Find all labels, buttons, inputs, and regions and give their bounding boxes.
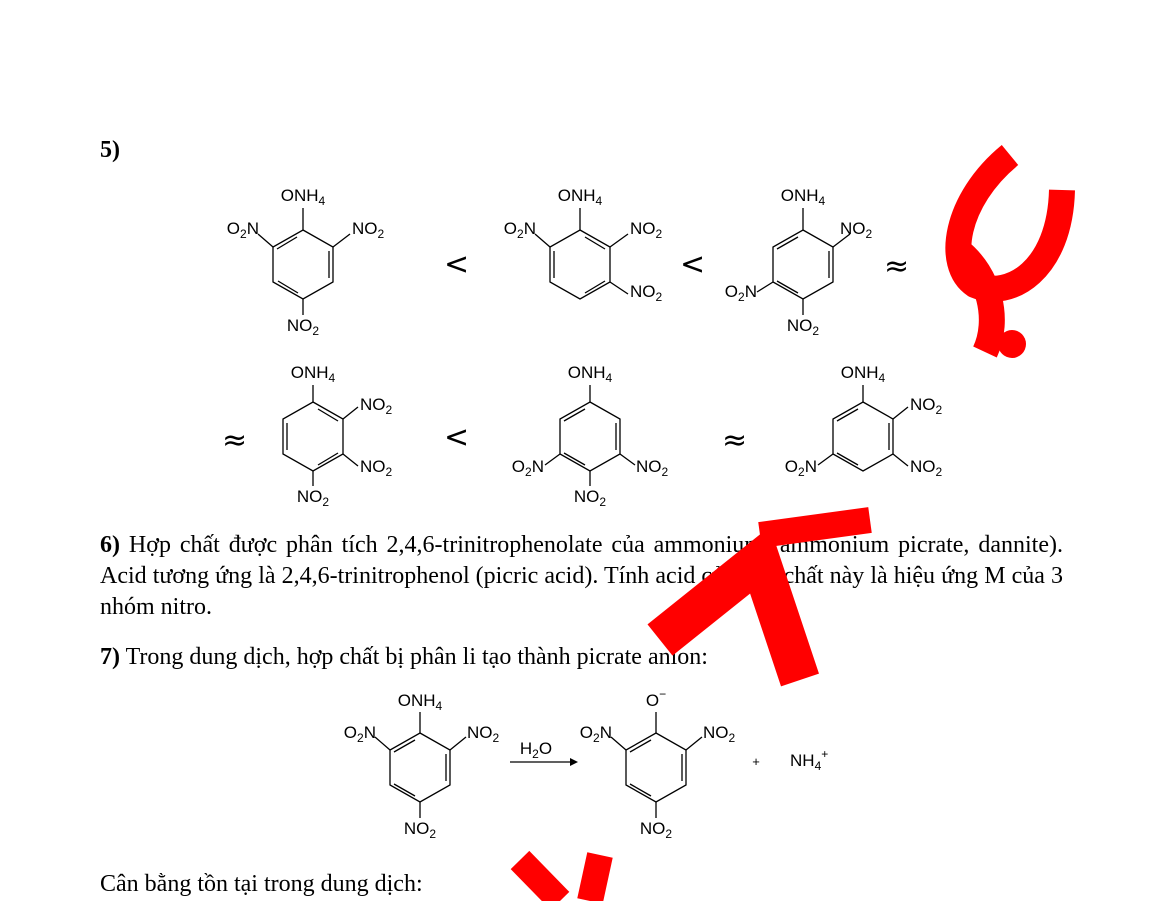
relation-lt-1: < [444,247,470,282]
s4-no2-bottom: $NO_2$ [296,487,330,509]
s5-no2-right: $NO_2$ [636,457,669,479]
s5-no2-bottom: $NO_2$ [573,487,607,509]
s6-onh4: $ONH_4$ [840,363,886,385]
relation-approx-3: ≈ [722,423,748,458]
s3-onh4: $ONH_4$ [780,186,826,208]
structure-5-hexagon [545,385,635,486]
section-7-paragraph [100,642,1063,673]
relation-approx-1: ≈ [884,249,910,284]
s1-no2-right: $NO_2$ [352,219,385,241]
r-no2-right: $NO_2$ [467,723,500,745]
p-no2-right: $NO_2$ [703,723,736,745]
structure-3-hexagon [757,208,850,315]
s6-o2n: $O_2N$ [784,457,817,479]
s2-no2-right: $NO_2$ [630,219,663,241]
reaction-arrowhead [570,758,578,766]
s6-no2-upper: $NO_2$ [910,395,943,417]
s4-no2-upper: $NO_2$ [360,395,393,417]
section-7-label: 7) [100,644,120,670]
section-6-paragraph [100,530,1063,623]
reactant-hexagon [375,712,466,818]
r-onh4: $ONH_4$ [397,691,443,713]
structure-2-hexagon [535,208,628,299]
p-o2n: $O_2N$ [579,723,612,745]
s4-onh4: $ONH_4$ [290,363,336,385]
s4-no2-lower: $NO_2$ [360,457,393,479]
s1-no2-bottom: $NO_2$ [286,316,320,338]
relation-lt-3: < [444,420,470,455]
section-6-label: 6) [100,532,120,558]
structure-4-hexagon [283,385,358,486]
s5-onh4: $ONH_4$ [567,363,613,385]
section-7-text: Trong dung dịch, hợp chất bị phân li tạo thành picrate anion: [120,644,708,670]
p-o-minus: O− [645,687,667,710]
s3-no2-bottom: $NO_2$ [786,316,820,338]
equilibrium-line: Cân bằng tồn tại trong dung dịch: [100,871,423,897]
h2o-label: $H_2O$ [519,739,553,761]
s3-no2-right: $NO_2$ [840,219,873,241]
p-no2-bottom: $NO_2$ [639,819,673,841]
s2-no2-lower: $NO_2$ [630,282,663,304]
product-hexagon [611,712,702,818]
s6-no2-lower: $NO_2$ [910,457,943,479]
s1-onh4: $ONH_4$ [280,186,326,208]
relation-lt-2: < [680,247,706,282]
s1-o2n: $O_2N$ [226,219,259,241]
s5-o2n: $O_2N$ [511,457,544,479]
section-6-text: Hợp chất được phân tích 2,4,6-trinitrophenolate của ammonium (ammonium picrate, dannite). Acid tương ứng là 2,4,6-trinitrophenol (picric acid). Tính acid của hợp chất này là hiệu ứng M của 3 nhóm nitro. [100,532,1063,620]
s3-o2n: $O_2N$ [724,282,757,304]
relation-approx-2: ≈ [222,423,248,458]
section-5-label: 5) [100,137,120,163]
structure-1-hexagon [258,208,350,315]
structure-6-hexagon [818,385,908,471]
nh4-plus: $NH_4^+$ [790,747,829,773]
plus-sign: + [752,754,760,769]
r-no2-bottom: $NO_2$ [403,819,437,841]
s2-o2n: $O_2N$ [503,219,536,241]
s2-onh4: $ONH_4$ [557,186,603,208]
r-o2n: $O_2N$ [343,723,376,745]
